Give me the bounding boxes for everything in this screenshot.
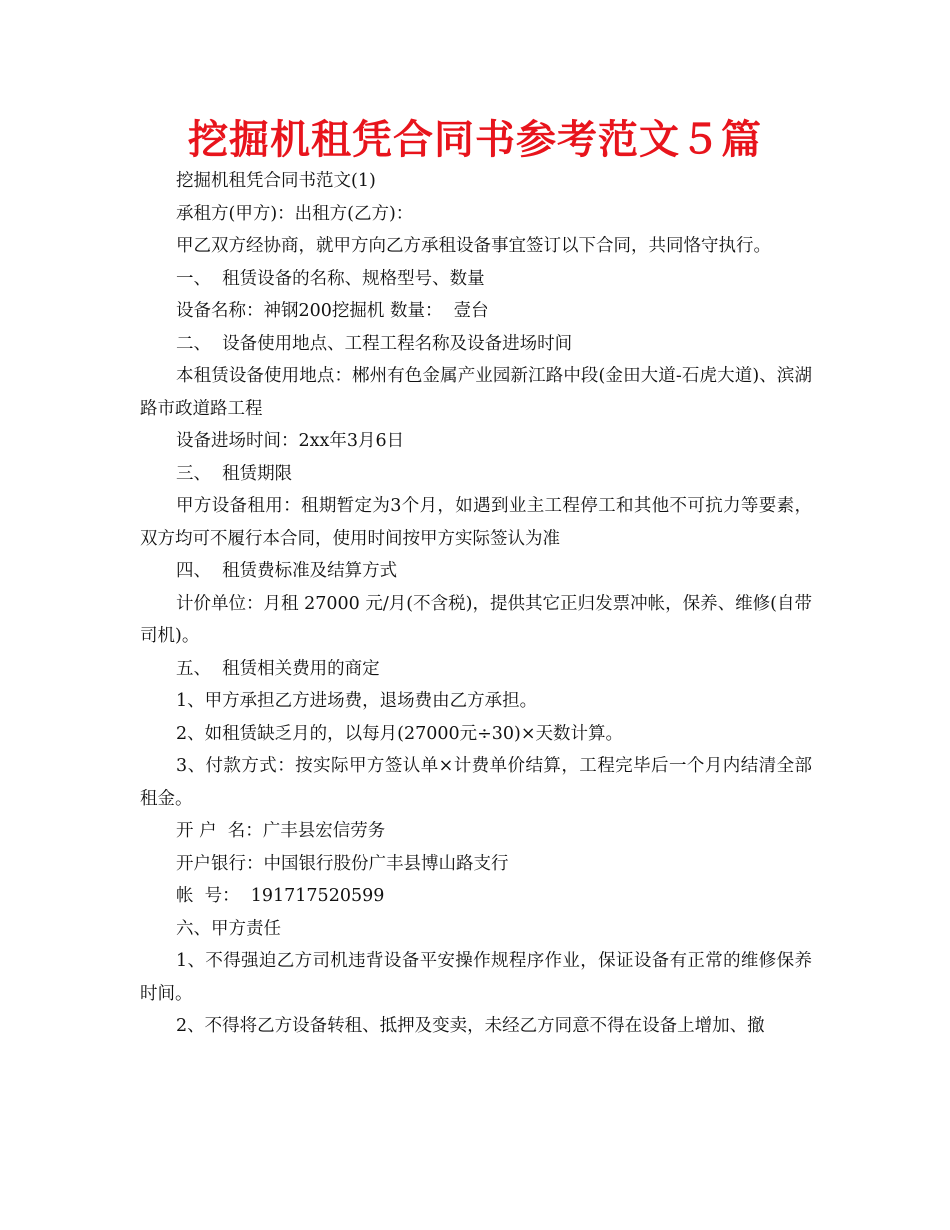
paragraph-heading: 挖掘机租凭合同书范文(1) [176, 171, 376, 191]
paragraph-account-name: 开 户 名：广丰县宏信劳务 [176, 821, 386, 841]
paragraph-intro: 甲乙双方经协商，就甲方向乙方承租设备事宜签订以下合同，共同恪守执行。 [176, 236, 771, 256]
section-6-heading: 六、甲方责任 [176, 918, 281, 939]
section-5-heading: 五、 租赁相关费用的商定 [176, 658, 380, 679]
paragraph-fee-2: 2、如租赁缺乏月的，以每月(27000元÷30)×天数计算。 [176, 723, 624, 744]
paragraph-bank: 开户银行：中国银行股份广丰县博山路支行 [176, 853, 509, 874]
paragraph-fee-1: 1、甲方承担乙方进场费，退场费由乙方承担。 [176, 691, 538, 711]
paragraph-location: 本租赁设备使用地点：郴州有色金属产业园新江路中段(金田大道-石虎大道)、滨湖路市政道路工程 [140, 366, 812, 419]
paragraph-account-number: 帐 号： 191717520599 [176, 886, 385, 906]
paragraph-duty-2: 2、不得将乙方设备转租、抵押及变卖，未经乙方同意不得在设备上增加、撤 [176, 1016, 765, 1036]
paragraph-parties: 承租方(甲方)：出租方(乙方)： [176, 203, 414, 224]
paragraph-equipment: 设备名称：神钢200挖掘机 数量： 壹台 [176, 301, 489, 321]
section-3-heading: 三、 租赁期限 [176, 463, 293, 484]
paragraph-term: 甲方设备租用：租期暂定为3个月，如遇到业主工程停工和其他不可抗力等要素，双方均可不履行本合同，使用时间按甲方实际签认为准 [140, 496, 812, 549]
paragraph-pricing: 计价单位：月租 27000 元/月(不含税)，提供其它正归发票冲帐，保养、维修(自带司机)。 [140, 593, 812, 646]
section-2-heading: 二、 设备使用地点、工程工程名称及设备进场时间 [176, 333, 573, 354]
section-1-heading: 一、 租赁设备的名称、规格型号、数量 [176, 268, 485, 289]
section-4-heading: 四、 租赁费标准及结算方式 [176, 561, 398, 581]
document-title: 挖掘机租凭合同书参考范文５篇 [188, 117, 762, 163]
document-body [140, 165, 812, 1043]
paragraph-fee-3: 3、付款方式：按实际甲方签认单×计费单价结算，工程完毕后一个月内结清全部租金。 [140, 756, 812, 809]
paragraph-duty-1: 1、不得强迫乙方司机违背设备平安操作规程序作业，保证设备有正常的维修保养时间。 [140, 951, 812, 1004]
paragraph-entry-date: 设备进场时间：2xx年3月6日 [176, 431, 405, 451]
